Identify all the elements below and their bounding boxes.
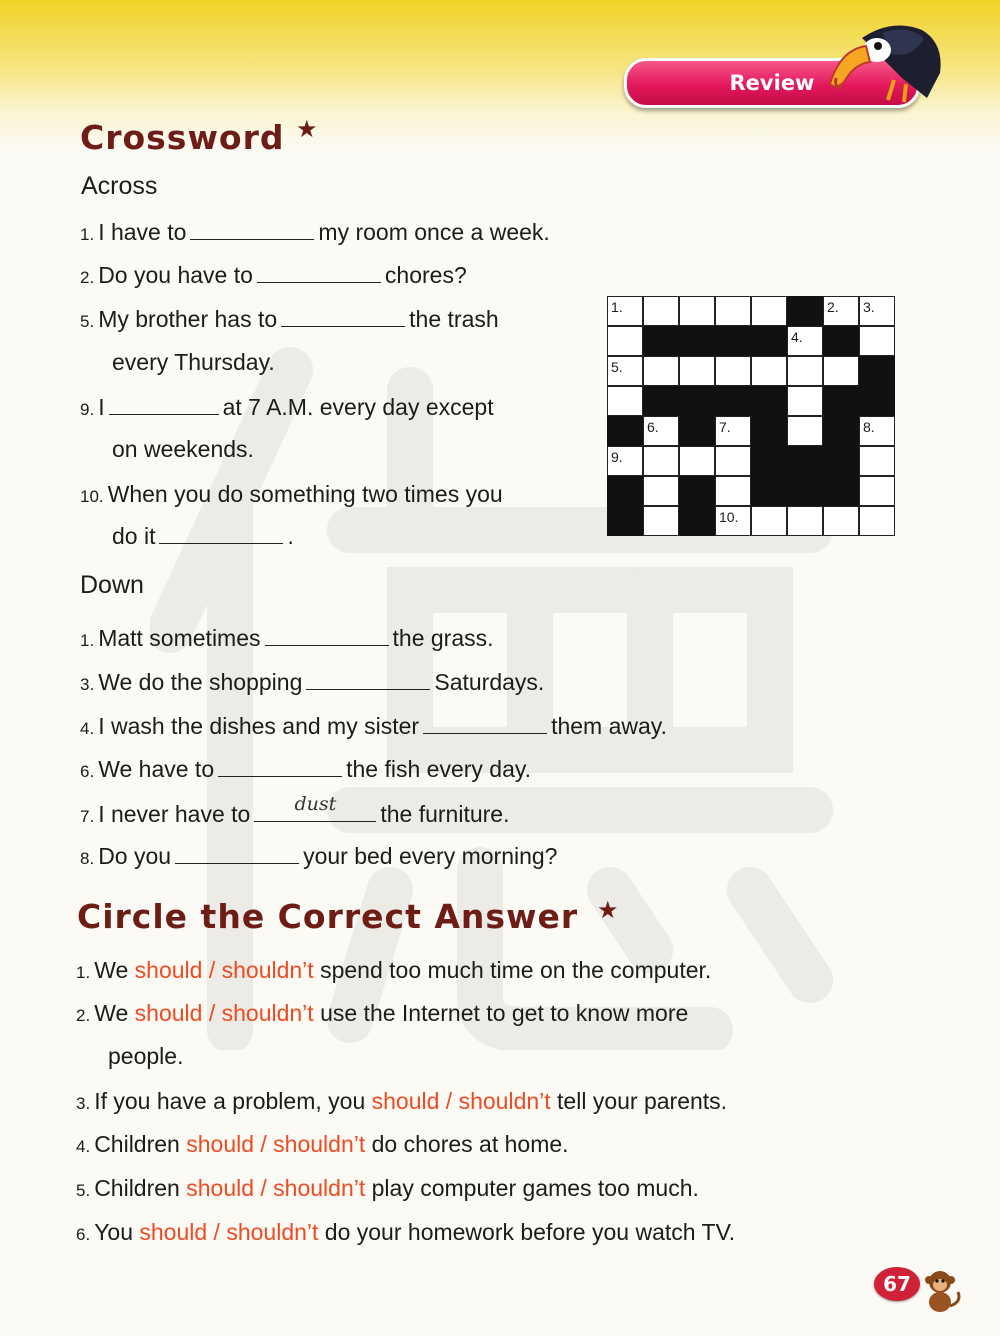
- crossword-block: [823, 386, 859, 416]
- crossword-block: [679, 476, 715, 506]
- circle-item-2: 2. We should / shouldn’t use the Internet to get to know more: [76, 1000, 689, 1026]
- across-clue-9: 9. I at 7 A.M. every day except: [80, 394, 494, 420]
- crossword-cell[interactable]: [715, 446, 751, 476]
- crossword-cell[interactable]: [859, 446, 895, 476]
- crossword-cell[interactable]: [643, 446, 679, 476]
- crossword-block: [679, 506, 715, 536]
- crossword-cell[interactable]: [643, 506, 679, 536]
- crossword-cell-number: 2.: [827, 299, 839, 315]
- down-clue-1: 1. Matt sometimes the grass.: [80, 625, 494, 651]
- crossword-cell[interactable]: [643, 296, 679, 326]
- crossword-block: [823, 416, 859, 446]
- circle-item-6: 6. You should / shouldn’t do your homework before you watch TV.: [76, 1219, 736, 1245]
- crossword-cell[interactable]: [607, 446, 643, 476]
- monkey-icon: [918, 1268, 962, 1314]
- across-clue-1: 1. I have to my room once a week.: [80, 219, 550, 245]
- toucan-icon: [822, 18, 947, 103]
- crossword-cell[interactable]: [607, 356, 643, 386]
- down-clue-7: 7. I never have to dust the furniture.: [80, 793, 510, 827]
- crossword-block: [607, 416, 643, 446]
- circle-item-3: 3. If you have a problem, you should / shouldn’t tell your parents.: [76, 1088, 728, 1114]
- across-clue-5-cont: every Thursday.: [112, 349, 275, 375]
- crossword-cell[interactable]: [787, 326, 823, 356]
- crossword-cell[interactable]: [823, 356, 859, 386]
- crossword-cell[interactable]: [679, 446, 715, 476]
- across-title: Across: [81, 172, 158, 200]
- crossword-cell-number: 10.: [719, 509, 739, 525]
- answer-blank[interactable]: [190, 238, 314, 240]
- answer-options[interactable]: should / shouldn’t: [134, 957, 314, 983]
- crossword-cell[interactable]: [787, 416, 823, 446]
- crossword-block: [751, 476, 787, 506]
- circle-item-4: 4. Children should / shouldn’t do chores at home.: [76, 1131, 569, 1157]
- crossword-block: [643, 386, 679, 416]
- crossword-block: [715, 326, 751, 356]
- crossword-block: [715, 386, 751, 416]
- crossword-block: [679, 386, 715, 416]
- handwritten-answer: dust: [294, 793, 337, 815]
- crossword-cell[interactable]: [859, 506, 895, 536]
- crossword-cell[interactable]: [715, 296, 751, 326]
- down-clue-8: 8. Do you your bed every morning?: [80, 843, 558, 869]
- across-clue-2: 2. Do you have to chores?: [80, 262, 467, 288]
- crossword-cell[interactable]: [859, 326, 895, 356]
- crossword-block: [787, 446, 823, 476]
- crossword-cell[interactable]: [787, 386, 823, 416]
- crossword-cell-number: 7.: [719, 419, 731, 435]
- answer-options[interactable]: should / shouldn’t: [186, 1131, 366, 1157]
- answer-blank[interactable]: [218, 775, 342, 777]
- down-title: Down: [80, 571, 144, 599]
- circle-answer-title: Circle the Correct Answer: [77, 897, 579, 936]
- crossword-cell[interactable]: [859, 296, 895, 326]
- crossword-cell-number: 9.: [611, 449, 623, 465]
- crossword-cell[interactable]: [751, 296, 787, 326]
- crossword-cell[interactable]: [679, 356, 715, 386]
- crossword-cell[interactable]: [679, 296, 715, 326]
- answer-options[interactable]: should / shouldn’t: [186, 1175, 366, 1201]
- crossword-block: [679, 326, 715, 356]
- crossword-cell[interactable]: [643, 356, 679, 386]
- answer-blank[interactable]: [109, 413, 219, 415]
- crossword-cell-number: 4.: [791, 329, 803, 345]
- answer-options[interactable]: should / shouldn’t: [134, 1000, 314, 1026]
- crossword-block: [859, 356, 895, 386]
- across-clue-9-cont: on weekends.: [112, 436, 254, 462]
- crossword-cell[interactable]: [715, 476, 751, 506]
- crossword-block: [607, 476, 643, 506]
- answer-blank[interactable]: [257, 281, 381, 283]
- crossword-cell[interactable]: [859, 416, 895, 446]
- crossword-block: [859, 386, 895, 416]
- crossword-cell-number: 6.: [647, 419, 659, 435]
- crossword-block: [679, 416, 715, 446]
- crossword-cell[interactable]: [715, 506, 751, 536]
- crossword-block: [823, 476, 859, 506]
- crossword-cell-number: 5.: [611, 359, 623, 375]
- crossword-cell-number: 1.: [611, 299, 623, 315]
- answer-options[interactable]: should / shouldn’t: [139, 1219, 319, 1245]
- crossword-cell-number: 3.: [863, 299, 875, 315]
- crossword-cell[interactable]: [787, 506, 823, 536]
- across-clue-10-cont: do it .: [112, 523, 294, 549]
- answer-blank-filled[interactable]: [254, 793, 376, 822]
- answer-options[interactable]: should / shouldn’t: [371, 1088, 551, 1114]
- crossword-cell[interactable]: [751, 506, 787, 536]
- star-icon: ★: [296, 115, 318, 143]
- across-clue-5: 5. My brother has to the trash: [80, 306, 499, 332]
- answer-blank[interactable]: [175, 862, 299, 864]
- crossword-cell[interactable]: [607, 326, 643, 356]
- crossword-cell[interactable]: [643, 416, 679, 446]
- crossword-block: [751, 416, 787, 446]
- crossword-cell[interactable]: [715, 416, 751, 446]
- down-clue-6: 6. We have to the fish every day.: [80, 756, 532, 782]
- circle-item-2-cont: people.: [108, 1043, 184, 1069]
- across-clue-10: 10. When you do something two times you: [80, 481, 503, 507]
- crossword-cell[interactable]: [823, 506, 859, 536]
- crossword-block: [787, 296, 823, 326]
- crossword-block: [751, 386, 787, 416]
- down-clue-3: 3. We do the shopping Saturdays.: [80, 669, 545, 695]
- crossword-block: [751, 446, 787, 476]
- star-icon: ★: [597, 896, 619, 924]
- answer-blank[interactable]: [265, 644, 389, 646]
- crossword-cell[interactable]: [823, 296, 859, 326]
- circle-item-1: 1. We should / shouldn’t spend too much time on the computer.: [76, 957, 712, 983]
- crossword-cell[interactable]: [715, 356, 751, 386]
- crossword-block: [823, 446, 859, 476]
- down-clue-4: 4. I wash the dishes and my sister them away.: [80, 713, 667, 739]
- answer-blank[interactable]: [281, 325, 405, 327]
- crossword-block: [751, 326, 787, 356]
- crossword-cell[interactable]: [607, 296, 643, 326]
- crossword-title: Crossword: [80, 118, 285, 157]
- crossword-block: [787, 476, 823, 506]
- crossword-cell-number: 8.: [863, 419, 875, 435]
- circle-item-5: 5. Children should / shouldn’t play computer games too much.: [76, 1175, 699, 1201]
- crossword-grid[interactable]: [607, 296, 895, 536]
- crossword-cell[interactable]: [787, 356, 823, 386]
- crossword-block: [643, 326, 679, 356]
- review-tab: Review: [624, 58, 920, 108]
- crossword-block: [823, 326, 859, 356]
- crossword-cell[interactable]: [643, 476, 679, 506]
- answer-blank[interactable]: [306, 688, 430, 690]
- crossword-cell[interactable]: [859, 476, 895, 506]
- crossword-cell[interactable]: [751, 356, 787, 386]
- answer-blank[interactable]: [159, 542, 283, 544]
- crossword-block: [607, 506, 643, 536]
- page-number: 67: [874, 1267, 920, 1301]
- crossword-cell[interactable]: [607, 386, 643, 416]
- answer-blank[interactable]: [423, 732, 547, 734]
